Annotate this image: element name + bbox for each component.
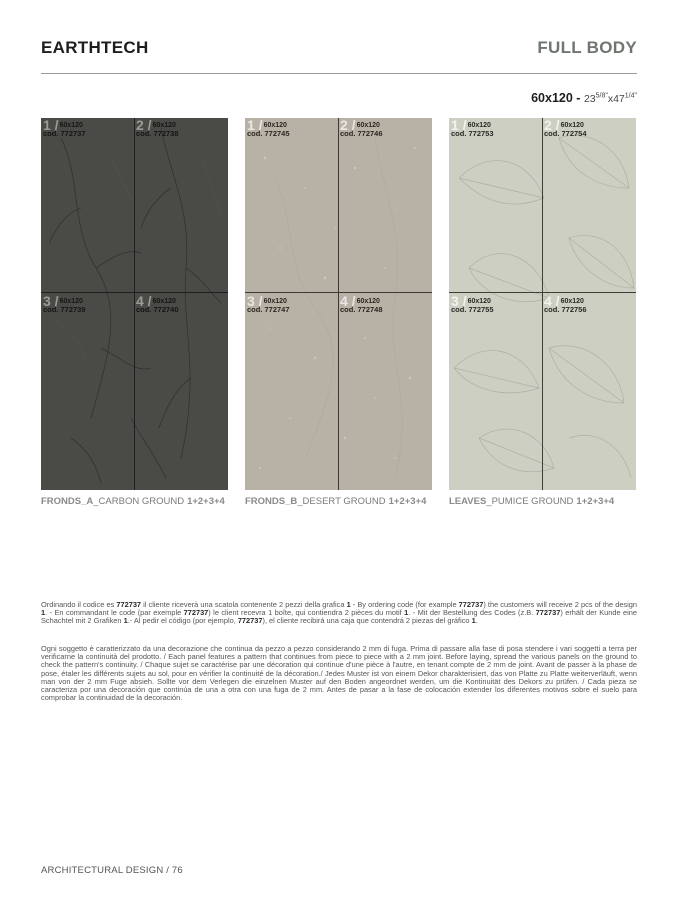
tile-label-1: 1 /60x120 cod. 772753	[451, 117, 494, 138]
tile-label-3: 3 /60x120 cod. 772755	[451, 293, 494, 314]
category-title: FULL BODY	[537, 38, 637, 57]
tile-label-4: 4 /60x120 cod. 772740	[136, 293, 179, 314]
tile-joint-horizontal	[449, 292, 636, 293]
size-label	[531, 91, 637, 105]
header-divider	[41, 73, 637, 74]
tile-joint-horizontal	[41, 292, 228, 293]
caption-fronds-a: FRONDS_A_CARBON GROUND 1+2+3+4	[41, 496, 225, 507]
tile-label-4: 4 /60x120 cod. 772748	[340, 293, 383, 314]
tile-joint-horizontal	[245, 292, 432, 293]
caption-leaves: LEAVES_PUMICE GROUND 1+2+3+4	[449, 496, 615, 507]
page-footer: ARCHITECTURAL DESIGN / 76	[41, 865, 183, 876]
tile-label-3: 3 /60x120 cod. 772739	[43, 293, 86, 314]
tile-label-1: 1 /60x120 cod. 772737	[43, 117, 86, 138]
size-inches: $23^{5/8"}x47^{1/4"}$	[583, 92, 637, 105]
tile-label-2: 2 /60x120 cod. 772746	[340, 117, 383, 138]
panel-fronds-b	[245, 118, 432, 490]
tile-label-2: 2 /60x120 cod. 772738	[136, 117, 179, 138]
tile-label-3: 3 /60x120 cod. 772747	[247, 293, 290, 314]
panel-fronds-a	[41, 118, 228, 490]
tile-joint-vertical	[542, 118, 543, 490]
tile-joint-vertical	[338, 118, 339, 490]
brand-title: EARTHTECH	[41, 38, 149, 57]
tile-label-4: 4 /60x120 cod. 772756	[544, 293, 587, 314]
caption-fronds-b: FRONDS_B_DESERT GROUND 1+2+3+4	[245, 496, 427, 507]
panel-leaves	[449, 118, 636, 490]
tile-joint-vertical	[134, 118, 135, 490]
size-metric: 60x120 -	[531, 91, 581, 105]
ordering-note: Ordinando il codice es 772737 il cliente riceverà una scatola contenente 2 pezzi della grafica 1 - By ordering code (for example 772737) the customers will receive 2 pcs of the design 1. - En commandant le code (par exemple 772737) le client recevra 1 boîte, qui contiendra 2 pièces du motif 1. - Mit der Bestellung des Codes (z.B. 772737) erhält der Kunde eine Schachtel mit 2 Grafiken 1.- Al pedir el código (por ejemplo, 772737), el cliente recibirá una caja que contendrá 2 piezas del gráfico 1.	[41, 600, 637, 626]
installation-note: Ogni soggetto è caratterizzato da una decorazione che continua da pezzo a pezzo considerando 2 mm di fuga. Prima di passare alla fase di posa stendere i vari soggetti a terra per verificarne la continuità del prodotto. / Each panel features a pattern that continues from piece to piece with a 2 mm joint. Before laying, spread the various panels on the ground to check the pattern's continuity. / Chaque sujet se caractérise par une décoration qui continue d'une pièce à l'autre, en tenant compte de 2 mm de joint. Avant de passer à la phase de pose, étaler les différents sujets au sol, pour en vérifier la continuité de la décoration./ Jedes Muster ist von einem Dekor charakterisiert, das von Platte zu Platte weiterverläuft, wenn man von der 2 mm Fuge absieh. Sollte vor dem Verlegen die einzelnen Muster auf den Boden angeordnet werden, um die Kontinuität des Dekors zu prüfen. / Cada pieza se caracteriza por una decoración que continúa de una a otra con una fuga de 2 mm. Antes de pasar a la fase de colocación extender los diferentes motivos sobre el suelo para comprobar la continuidad de la decoración.	[41, 644, 637, 703]
tile-label-2: 2 /60x120 cod. 772754	[544, 117, 587, 138]
tile-label-1: 1 /60x120 cod. 772745	[247, 117, 290, 138]
